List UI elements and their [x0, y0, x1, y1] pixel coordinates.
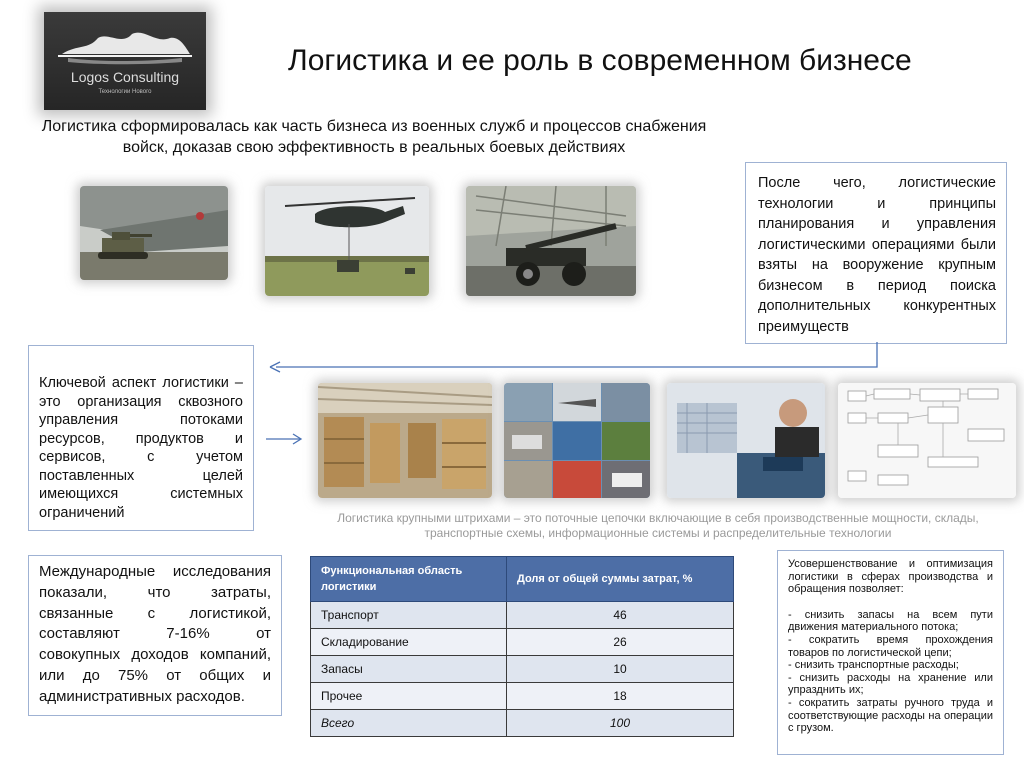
- table-cell-share: 100: [507, 710, 734, 737]
- table-header-area: Функциональная область логистики: [311, 557, 507, 602]
- table-header-share: Доля от общей суммы затрат, %: [507, 557, 734, 602]
- table-cell-area: Всего: [311, 710, 507, 737]
- logo: [44, 12, 206, 110]
- table-cell-share: 18: [507, 683, 734, 710]
- table-cell-area: Транспорт: [311, 602, 507, 629]
- table-row-total: [311, 710, 734, 737]
- list-item: - снизить запасы на всем пути движения материального потока;: [788, 608, 993, 634]
- table-cell-share: 10: [507, 656, 734, 683]
- elbow-arrow: [262, 340, 882, 376]
- table-cell-area: Запасы: [311, 656, 507, 683]
- photo-warehouse: [318, 383, 492, 498]
- list-item: - снизить транспортные расходы;: [788, 659, 959, 672]
- list-item: - сократить затраты ручного труда и соответствующие расходы на операции с грузом.: [788, 696, 993, 735]
- text-box-international: Международные исследования показали, что затраты, связанные с логистикой, составляют 7-16% от совокупных доходов компаний, или до 75% от общих и административных расходов.: [28, 555, 282, 716]
- table-row: [311, 629, 734, 656]
- photo-helicopter: [265, 186, 429, 296]
- table-row: [311, 602, 734, 629]
- table-cell-share: 46: [507, 602, 734, 629]
- table-cell-share: 26: [507, 629, 734, 656]
- costs-table: [310, 556, 734, 737]
- photo-flowchart: [838, 383, 1016, 498]
- table-cell-area: Прочее: [311, 683, 507, 710]
- text-box-improvements: [777, 550, 1004, 755]
- photo-artillery-hangar: [466, 186, 636, 296]
- improvements-intro: Усовершенствование и оптимизация логистики в сферах производства и обращения позволяет:: [788, 558, 993, 596]
- slide-title: Логистика и ее роль в современном бизнесе: [288, 44, 912, 77]
- table-row: [311, 656, 734, 683]
- photo-transport-collage: [504, 383, 650, 498]
- text-box-key-aspect: Ключевой аспект логистики – это организация сквозного управления потоками ресурсов, продуктов и сервисов, с учетом поставленных целей имеющихся системных ограничений: [28, 345, 254, 531]
- logo-name: Logos Consulting: [70, 69, 180, 85]
- right-arrow-icon: [264, 432, 304, 446]
- table-cell-area: Складирование: [311, 629, 507, 656]
- photo-control-room: [667, 383, 825, 498]
- text-box-after: После чего, логистические технологии и принципы планирования и управления логистическими операциями были взяты на вооружение крупным бизнесом в период поиска дополнительных конкурентных преимуществ: [745, 162, 1007, 344]
- list-item: - сократить время прохождения товаров по логистической цепи;: [788, 633, 993, 659]
- intro-text: Логистика сформировалась как часть бизнеса из военных служб и процессов снабжения войск, доказав свою эффективность в реальных боевых действиях: [41, 118, 707, 156]
- photo-tank-aircraft: [80, 186, 228, 280]
- cloud-logo-icon: [58, 24, 192, 66]
- table-row: [311, 683, 734, 710]
- logo-tagline: Технологии Нового: [98, 89, 152, 95]
- photos-caption: Логистика крупными штрихами – это поточные цепочки включающие в себя производственные мощности, склады, транспортные схемы, информационные системы и распределительные технологии: [337, 511, 979, 540]
- list-item: - снизить расходы на хранение или упразднить их;: [788, 671, 993, 697]
